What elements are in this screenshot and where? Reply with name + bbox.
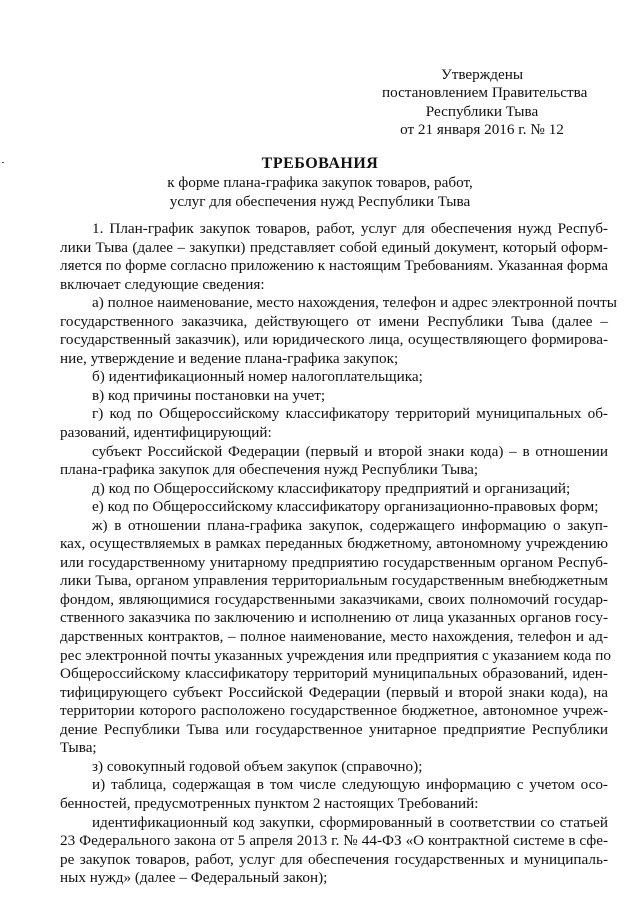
item-g-subject-line: субъект Российской Федерации (первый и второй знаки кода) – в отношении — [92, 442, 608, 460]
item-zh-line: ственного заказчика по заключению и исполнению от лица указанных органов госу- — [60, 609, 608, 627]
item-i-code-line: идентификационный код закупки, сформированный в соответствии со статьей — [92, 813, 608, 831]
item-a-line: а) полное наименование, место нахождения, телефон и адрес электронной почты — [92, 294, 617, 312]
item-g-subject-line: плана-графика закупок для обеспечения нужд Республики Тыва; — [60, 461, 479, 479]
approval-line: от 21 января 2016 г. № 12 — [400, 121, 564, 139]
approval-line: Утверждены — [440, 66, 524, 83]
item-zh-line: Тыва; — [60, 739, 97, 757]
paragraph-1-line: 1. План-график закупок товаров, работ, услуг для обеспечения нужд Респуб- — [92, 220, 608, 237]
item-i-code-line: 23 Федерального закона от 5 апреля 2013 г. № 44-ФЗ «О контрактной системе в сфе- — [60, 832, 608, 850]
item-g-line: г) код по Общероссийскому классификатору территорий муниципальных об- — [92, 405, 608, 423]
item-a-line: ние, утверждение и ведение плана-графика закупок; — [60, 349, 399, 367]
approval-line: Республики Тыва — [425, 102, 539, 120]
item-zh-line: фондом, являющимися государственными заказчиками, своих полномочий государ- — [60, 590, 608, 608]
paragraph-1-line: включает следующие сведения: — [60, 275, 265, 293]
document-body — [60, 220, 617, 888]
item-zh-line: дение Республики Тыва или государственное унитарное предприятие Республики — [60, 720, 608, 738]
item-i-line: и) таблица, содержащая в том числе следующую информацию с учетом осо- — [92, 776, 608, 794]
document-subtitle-line: услуг для обеспечения нужд Республики Тыва — [169, 192, 471, 210]
item-v-line: в) код причины постановки на учет; — [92, 386, 326, 404]
item-zh-line: лики Тыва, органом управления территориальным государственным внебюджетным — [60, 572, 608, 590]
item-i-code-line: ных нужд» (далее – Федеральный закон); — [60, 869, 328, 887]
item-z-line: з) совокупный годовой объем закупок (справочно); — [92, 757, 423, 775]
approval-block — [382, 66, 588, 140]
paragraph-1-line: лики Тыва (далее – закупки) представляет собой единый документ, который оформ- — [60, 238, 608, 256]
item-i-code-line: ре закупок товаров, работ, услуг для обеспечения государственных и муниципаль- — [60, 850, 608, 868]
approval-line: постановлением Правительства — [382, 84, 588, 102]
item-zh-line: дарственных контрактов, – полное наименование, место нахождения, телефон и ад- — [60, 628, 608, 646]
document-heading — [0, 154, 640, 211]
item-a-line: государственный заказчик), или юридического лица, осуществляющего формирова- — [60, 331, 608, 349]
item-zh-line: ж) в отношении плана-графика закупок, содержащего информацию о закуп- — [92, 516, 608, 534]
item-zh-line: территории которого расположено государственное бюджетное, автономное учреж- — [60, 702, 608, 720]
item-a-line: государственного заказчика, действующего от имени Республики Тыва (далее – — [60, 312, 608, 330]
item-i-line: бенностей, предусмотренных пунктом 2 настоящих Требований: — [60, 794, 479, 812]
document-subtitle-line: к форме плана-графика закупок товаров, работ, — [167, 174, 473, 191]
item-zh-line: Общероссийскому классификатору территорий муниципальных образований, иден- — [60, 665, 608, 683]
item-zh-line: рес электронной почты указанных учреждения или предприятия с указанием кода по — [60, 646, 611, 664]
paragraph-1-line: ляется по форме согласно приложению к настоящим Требованиям. Указанная форма — [60, 257, 608, 275]
item-e-line: е) код по Общероссийскому классификатору организационно-правовых форм; — [92, 498, 599, 516]
item-d-line: д) код по Общероссийскому классификатору предприятий и организаций; — [92, 479, 571, 497]
item-zh-line: ках, осуществляемых в рамках переданных бюджетному, автономному учреждению — [60, 535, 608, 553]
item-g-line: разований, идентифицирующий: — [60, 424, 272, 442]
document-title: ТРЕБОВАНИЯ — [261, 155, 379, 172]
item-zh-line: или государственному унитарному предприятию государственным органом Респуб- — [60, 553, 608, 571]
item-zh-line: тифицирующего субъект Российской Федерации (первый и второй знаки кода), на — [60, 683, 608, 701]
item-b-line: б) идентификационный номер налогоплательщика; — [92, 368, 423, 386]
